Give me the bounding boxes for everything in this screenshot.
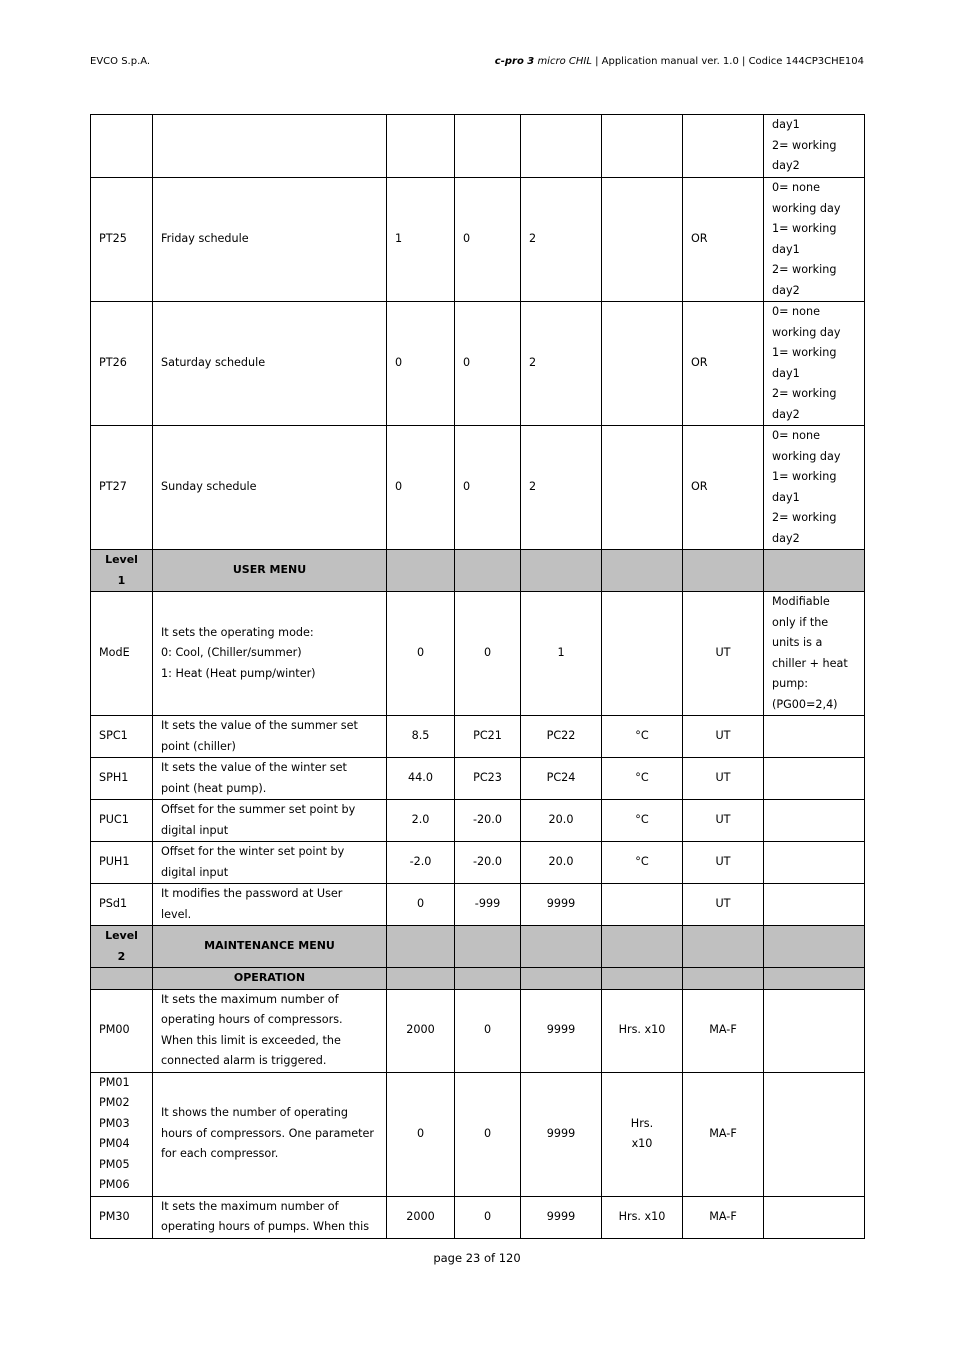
param-max: 2 <box>521 302 602 426</box>
level-label <box>91 968 153 990</box>
param-notes-line: working day <box>772 325 841 339</box>
param-description-line: It sets the value of the winter set <box>161 761 347 774</box>
param-notes <box>764 178 865 302</box>
param-code-line: PM01 <box>99 1075 130 1089</box>
param-default: 0 <box>387 592 455 716</box>
table-row <box>91 302 865 426</box>
param-unit <box>602 115 683 178</box>
param-access-level: UT <box>683 842 764 884</box>
empty-cell <box>387 926 455 968</box>
menu-title: USER MENU <box>153 550 387 592</box>
param-notes <box>764 884 865 926</box>
param-description-line: It sets the maximum number of <box>161 992 339 1006</box>
param-access-level: UT <box>683 716 764 758</box>
param-unit: °C <box>602 716 683 758</box>
param-default: 0 <box>387 884 455 926</box>
param-description <box>153 1196 387 1238</box>
param-unit-line: Hrs. <box>630 1116 654 1130</box>
empty-cell <box>683 968 764 990</box>
param-unit: °C <box>602 758 683 800</box>
param-access-level: UT <box>683 800 764 842</box>
param-min: 0 <box>455 426 521 550</box>
param-description: Friday schedule <box>153 178 387 302</box>
param-description-line: It sets the operating mode: <box>161 625 314 639</box>
param-description-line: When this limit is exceeded, the <box>161 1033 341 1047</box>
param-description <box>153 716 387 758</box>
param-default: 0 <box>387 1072 455 1196</box>
param-min <box>455 115 521 178</box>
empty-cell <box>455 968 521 990</box>
param-notes <box>764 1072 865 1196</box>
param-notes <box>764 989 865 1072</box>
table-row <box>91 1072 865 1196</box>
level-label-line: 2 <box>117 949 126 963</box>
empty-cell <box>683 926 764 968</box>
param-max: 9999 <box>521 989 602 1072</box>
param-min: 0 <box>455 1072 521 1196</box>
param-access-level: UT <box>683 884 764 926</box>
param-notes-line: pump: <box>772 677 808 690</box>
param-default: 1 <box>387 178 455 302</box>
empty-cell <box>387 550 455 592</box>
param-default: 0 <box>387 426 455 550</box>
param-notes <box>764 115 865 178</box>
param-default: 2000 <box>387 989 455 1072</box>
table-row <box>91 800 865 842</box>
param-code: PT25 <box>91 178 153 302</box>
param-default <box>387 115 455 178</box>
param-notes <box>764 716 865 758</box>
param-unit: Hrs. x10 <box>602 989 683 1072</box>
param-description-line: digital input <box>161 823 229 837</box>
param-description-line: hours of compressors. One parameter <box>161 1126 375 1140</box>
table-row <box>91 115 865 178</box>
param-max: 9999 <box>521 884 602 926</box>
param-code: ModE <box>91 592 153 716</box>
param-description <box>153 884 387 926</box>
param-access-level: UT <box>683 758 764 800</box>
param-max: 1 <box>521 592 602 716</box>
param-description-line: operating hours of compressors. <box>161 1013 343 1026</box>
param-max: 9999 <box>521 1196 602 1238</box>
param-notes-line: 0= none <box>772 305 820 318</box>
param-notes-line: day1 <box>772 242 800 256</box>
header-product-bold: c-pro 3 <box>494 56 535 67</box>
param-code-line: PM05 <box>99 1157 130 1171</box>
param-default: 2000 <box>387 1196 455 1238</box>
param-description-line: It shows the number of operating <box>161 1106 348 1120</box>
header-company: EVCO S.p.A. <box>90 56 151 67</box>
param-notes-line: 0= none <box>772 181 820 194</box>
table-row <box>91 426 865 550</box>
param-max <box>521 115 602 178</box>
param-max: 2 <box>521 426 602 550</box>
empty-cell <box>764 968 865 990</box>
param-description <box>153 842 387 884</box>
param-notes-line: working day <box>772 449 841 463</box>
param-default: 2.0 <box>387 800 455 842</box>
param-code: SPC1 <box>91 716 153 758</box>
empty-cell <box>602 968 683 990</box>
empty-cell <box>683 550 764 592</box>
param-max: 9999 <box>521 1072 602 1196</box>
param-unit <box>602 592 683 716</box>
param-description-line: point (chiller) <box>161 739 236 753</box>
param-default: -2.0 <box>387 842 455 884</box>
level-label-line: 1 <box>117 573 126 587</box>
param-description: Sunday schedule <box>153 426 387 550</box>
table-row <box>91 716 865 758</box>
param-min: -999 <box>455 884 521 926</box>
empty-cell <box>455 550 521 592</box>
param-access-level: OR <box>683 426 764 550</box>
empty-cell <box>764 926 865 968</box>
param-code: PT27 <box>91 426 153 550</box>
param-notes-line: day2 <box>772 159 800 173</box>
param-code-line: PM03 <box>99 1116 130 1130</box>
param-code <box>91 1072 153 1196</box>
empty-cell <box>521 550 602 592</box>
param-min: -20.0 <box>455 842 521 884</box>
param-unit: Hrs. x10 <box>602 1196 683 1238</box>
empty-cell <box>521 968 602 990</box>
param-notes-line: units is a <box>772 636 823 649</box>
page-number: page 23 of 120 <box>433 1251 521 1265</box>
param-min: 0 <box>455 1196 521 1238</box>
menu-title: MAINTENANCE MENU <box>153 926 387 968</box>
param-notes <box>764 302 865 426</box>
level-label-line: Level <box>105 553 138 566</box>
param-description-line: for each compressor. <box>161 1147 279 1161</box>
empty-cell <box>387 968 455 990</box>
param-min: 0 <box>455 989 521 1072</box>
param-max: 20.0 <box>521 800 602 842</box>
param-code: PSd1 <box>91 884 153 926</box>
param-notes <box>764 1196 865 1238</box>
param-description-line: Offset for the winter set point by <box>161 845 345 858</box>
param-min: 0 <box>455 592 521 716</box>
table-row <box>91 178 865 302</box>
param-notes <box>764 842 865 884</box>
level-label <box>91 550 153 592</box>
param-min: 0 <box>455 178 521 302</box>
param-access-level <box>683 115 764 178</box>
param-notes-line: 1= working <box>772 222 837 235</box>
param-min: -20.0 <box>455 800 521 842</box>
param-code: SPH1 <box>91 758 153 800</box>
param-access-level: OR <box>683 178 764 302</box>
param-notes <box>764 592 865 716</box>
param-code-line: PM04 <box>99 1137 130 1150</box>
param-description-line: Offset for the summer set point by <box>161 803 356 816</box>
param-description: Saturday schedule <box>153 302 387 426</box>
param-description-line: operating hours of pumps. When this <box>161 1220 370 1233</box>
param-code: PUC1 <box>91 800 153 842</box>
param-code <box>91 115 153 178</box>
param-code: PM30 <box>91 1196 153 1238</box>
param-description-line: digital input <box>161 865 229 879</box>
param-default: 44.0 <box>387 758 455 800</box>
param-description-line: point (heat pump). <box>161 781 267 795</box>
param-unit-line: x10 <box>631 1137 653 1150</box>
param-notes-line: 0= none <box>772 429 820 442</box>
param-access-level: UT <box>683 592 764 716</box>
header-manual-ref: | Application manual ver. 1.0 | Codice 144CP3CHE104 <box>591 56 864 67</box>
param-notes-line: (PG00=2,4) <box>772 697 838 711</box>
param-description-line: connected alarm is triggered. <box>161 1054 327 1067</box>
param-notes-line: 2= working <box>772 387 837 400</box>
param-max: 20.0 <box>521 842 602 884</box>
param-unit <box>602 178 683 302</box>
param-description-line: level. <box>161 907 192 921</box>
param-description <box>153 989 387 1072</box>
table-row <box>91 884 865 926</box>
table-row <box>91 842 865 884</box>
param-notes <box>764 758 865 800</box>
param-notes-line: chiller + heat <box>772 656 848 670</box>
param-unit: °C <box>602 842 683 884</box>
param-access-level: OR <box>683 302 764 426</box>
menu-header-row <box>91 968 865 990</box>
param-notes <box>764 426 865 550</box>
param-notes-line: day2 <box>772 531 800 545</box>
table-row <box>91 592 865 716</box>
param-min: PC23 <box>455 758 521 800</box>
param-notes-line: 1= working <box>772 346 837 359</box>
param-notes <box>764 800 865 842</box>
param-unit <box>602 302 683 426</box>
menu-header-row <box>91 926 865 968</box>
param-access-level: MA-F <box>683 1196 764 1238</box>
param-notes-line: day1 <box>772 490 800 504</box>
empty-cell <box>521 926 602 968</box>
parameter-table <box>90 114 865 1239</box>
param-max: 2 <box>521 178 602 302</box>
header-manual-info <box>495 56 864 67</box>
param-unit <box>602 884 683 926</box>
param-description-line: 0: Cool, (Chiller/summer) <box>161 646 302 660</box>
param-description <box>153 115 387 178</box>
param-notes-line: 1= working <box>772 470 837 483</box>
table-row <box>91 989 865 1072</box>
param-description <box>153 1072 387 1196</box>
level-label <box>91 926 153 968</box>
param-notes-line: day1 <box>772 118 800 132</box>
param-access-level: MA-F <box>683 989 764 1072</box>
param-code: PM00 <box>91 989 153 1072</box>
level-label-line: Level <box>105 929 138 942</box>
param-description-line: It modifies the password at User <box>161 887 343 900</box>
table-row <box>91 1196 865 1238</box>
empty-cell <box>602 926 683 968</box>
param-max: PC24 <box>521 758 602 800</box>
param-description-line: It sets the maximum number of <box>161 1199 339 1213</box>
param-notes-line: Modifiable <box>772 595 830 608</box>
param-code-line: PM02 <box>99 1096 130 1109</box>
menu-header-row <box>91 550 865 592</box>
param-max: PC22 <box>521 716 602 758</box>
param-notes-line: working day <box>772 201 841 215</box>
param-notes-line: only if the <box>772 615 829 629</box>
param-description <box>153 800 387 842</box>
empty-cell <box>455 926 521 968</box>
param-code: PUH1 <box>91 842 153 884</box>
param-code: PT26 <box>91 302 153 426</box>
param-default: 0 <box>387 302 455 426</box>
param-notes-line: 2= working <box>772 138 837 152</box>
param-unit: °C <box>602 800 683 842</box>
param-notes-line: day2 <box>772 407 800 421</box>
param-description-line: 1: Heat (Heat pump/winter) <box>161 666 316 680</box>
header-product-italic: micro CHIL <box>534 56 592 67</box>
param-unit <box>602 426 683 550</box>
param-notes-line: 2= working <box>772 511 837 524</box>
param-description-line: It sets the value of the summer set <box>161 719 358 732</box>
empty-cell <box>602 550 683 592</box>
param-description <box>153 592 387 716</box>
param-min: PC21 <box>455 716 521 758</box>
table-row <box>91 758 865 800</box>
param-access-level: MA-F <box>683 1072 764 1196</box>
param-unit <box>602 1072 683 1196</box>
empty-cell <box>764 550 865 592</box>
param-notes-line: day1 <box>772 366 800 380</box>
param-code-line: PM06 <box>99 1178 130 1191</box>
param-min: 0 <box>455 302 521 426</box>
menu-title: OPERATION <box>153 968 387 990</box>
param-description <box>153 758 387 800</box>
param-notes-line: day2 <box>772 283 800 297</box>
param-notes-line: 2= working <box>772 263 837 276</box>
param-default: 8.5 <box>387 716 455 758</box>
